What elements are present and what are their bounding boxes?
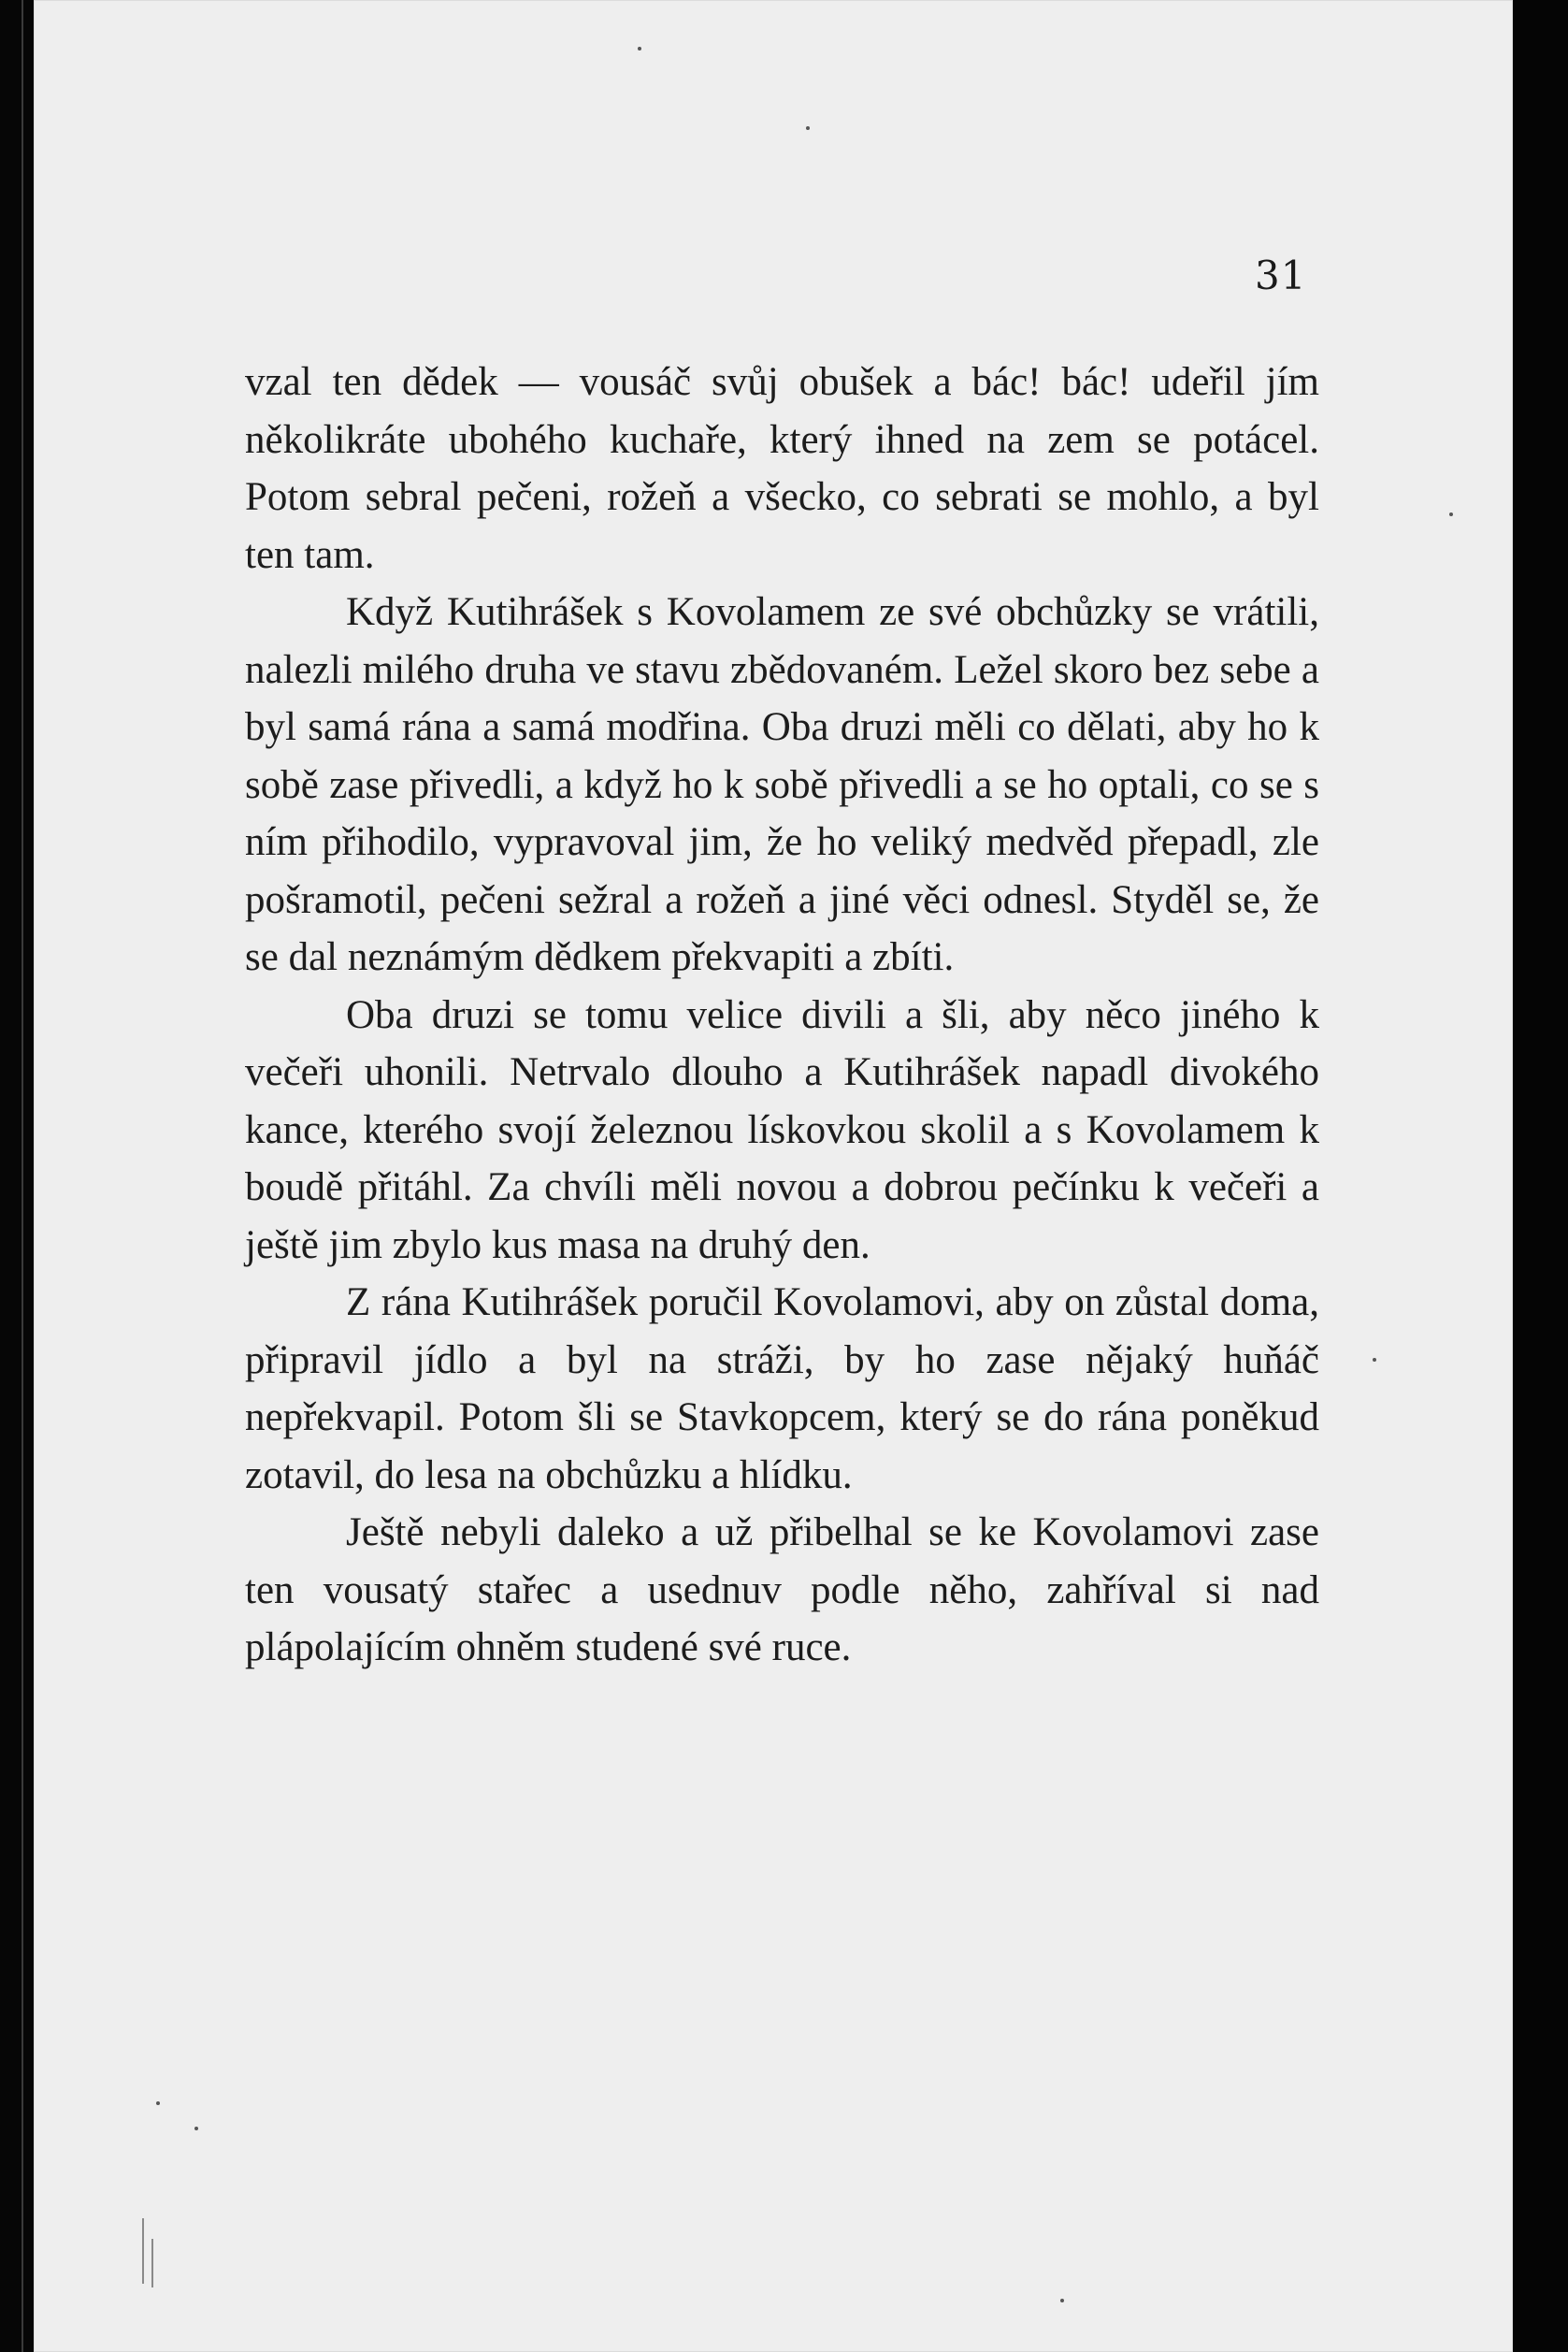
scan-margin-mark <box>142 2218 144 2284</box>
paragraph: Ještě nebyli daleko a už přibelhal se ke Kovolamovi zase ten vousatý stařec a usednuv podle něho, zahříval si nad plápolajícím ohněm studené své ruce. <box>245 1510 1319 1669</box>
paragraph: Z rána Kutihrášek poručil Kovolamovi, aby on zůstal doma, připravil jídlo a byl na stráži, by ho zase nějaký huňáč nepřekvapil. Potom šli se Stavkopcem, který se do rána poněkud zotavil, do lesa na obchůzku a hlídku. <box>245 1280 1319 1497</box>
scan-margin-mark <box>151 2239 153 2287</box>
scan-speck <box>1060 2299 1064 2302</box>
binding-edge-line <box>22 0 23 2352</box>
scan-speck <box>156 2101 160 2105</box>
paragraph: Když Kutihrášek s Kovolamem ze své obchůzky se vrátili, nalezli milého druha ve stavu zbědovaném. Ležel skoro bez sebe a byl samá rána a samá modřina. Oba druzi měli co dělati, aby ho k sobě zase přivedli, a když ho k sobě přivedli a se ho optali, co se s ním přihodilo, vypravoval jim, že ho veliký medvěd přepadl, zle pošramotil, pečeni sežral a rožeň a jiné věci odnesl. Styděl se, že se dal neznámým dědkem překvapiti a zbíti. <box>245 590 1319 979</box>
paragraph: vzal ten dědek — vousáč svůj obušek a bác! bác! udeřil jím několikráte ubohého kuchaře, který ihned na zem se potácel. Potom sebral pečeni, rožeň a všecko, co sebrati se mohlo, a byl ten tam. <box>245 360 1319 577</box>
book-page <box>34 0 1513 2352</box>
scan-speck <box>1449 512 1453 516</box>
scan-speck <box>638 47 641 51</box>
body-text <box>245 354 1319 1677</box>
left-scan-border <box>0 0 34 2352</box>
scan-speck <box>194 2127 198 2130</box>
scan-speck <box>1373 1358 1376 1362</box>
paragraph: Oba druzi se tomu velice divili a šli, aby něco jiného k večeři uhonili. Netrvalo dlouho a Kutihrášek napadl divokého kance, kterého svojí železnou lískovkou skolil a s Kovolamem k boudě přitáhl. Za chvíli měli novou a dobrou pečínku k večeři a ještě jim zbylo kus masa na druhý den. <box>245 992 1319 1267</box>
page-number: 31 <box>1255 253 1307 298</box>
scan-speck <box>806 126 810 130</box>
right-scan-border <box>1513 0 1568 2352</box>
